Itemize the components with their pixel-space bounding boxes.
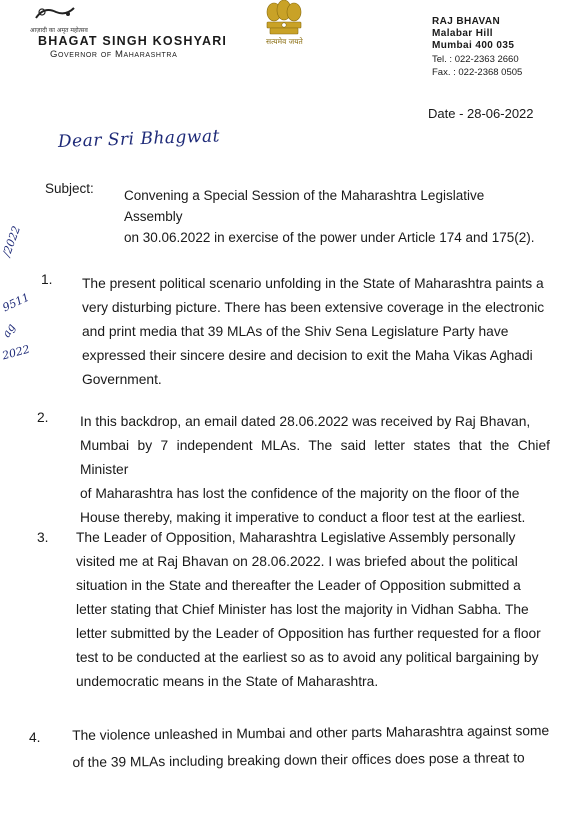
azadi-logo-icon <box>30 4 80 26</box>
address-block <box>432 16 522 79</box>
salutation-handwritten: Dear Sri Bhagwat <box>57 126 221 152</box>
address-line2: Malabar Hill <box>432 28 493 39</box>
margin-note: ag <box>0 321 18 340</box>
paragraph-line: situation in the State and thereafter the Leader of Opposition submitted a <box>76 578 521 593</box>
telephone: Tel. : 022-2363 2660 <box>432 54 519 65</box>
subject-label: Subject: <box>45 181 94 196</box>
paragraph-line: Mumbai by 7 independent MLAs. The said letter states that the Chief Minister <box>80 438 550 477</box>
lion-capital-icon <box>262 0 306 36</box>
subject-line: Convening a Special Session of the Maharashtra Legislative Assembly <box>124 188 485 224</box>
paragraph-line: expressed their sincere desire and decision to exit the Maha Vikas Aghadi <box>82 348 533 363</box>
logo-motto: आज़ादी का अमृत महोत्सव <box>30 27 88 34</box>
paragraph-body <box>80 410 550 530</box>
margin-note: /2022 <box>0 224 24 259</box>
paragraph-line: In this backdrop, an email dated 28.06.2022 was received by Raj Bhavan, <box>80 414 531 429</box>
paragraph-number: 1. <box>41 272 53 287</box>
paragraph-line: and print media that 39 MLAs of the Shiv Sena Legislature Party have <box>82 324 509 339</box>
azadi-logo <box>30 4 80 26</box>
paragraph-number: 2. <box>37 410 49 425</box>
paragraph-line: visited me at Raj Bhavan on 28.06.2022. I was briefed about the political <box>76 554 518 569</box>
paragraph-body <box>76 526 550 694</box>
paragraph-body <box>72 717 567 776</box>
paragraph-line: undemocratic means in the State of Maharashtra. <box>76 674 379 689</box>
margin-note: 2022 <box>0 342 32 363</box>
paragraph-line: very disturbing picture. There has been extensive coverage in the electronic <box>82 300 545 315</box>
paragraph-line: of Maharashtra has lost the confidence of the majority on the floor of the <box>80 486 520 501</box>
address-line3: Mumbai 400 035 <box>432 40 515 51</box>
emblem-motto: सत्यमेव जयते <box>266 37 303 46</box>
paragraph-line: letter submitted by the Leader of Opposition has further requested for a floor <box>76 626 541 641</box>
margin-note: 9511 <box>0 290 32 315</box>
national-emblem <box>262 0 306 36</box>
paragraph-line: The violence unleashed in Mumbai and other parts Maharashtra against some <box>72 723 550 743</box>
paragraph-number: 3. <box>37 530 49 545</box>
paragraph-line: The Leader of Opposition, Maharashtra Legislative Assembly personally <box>76 530 516 545</box>
governor-name: BHAGAT SINGH KOSHYARI <box>38 34 228 48</box>
paragraph-line: House thereby, making it imperative to conduct a floor test at the earliest. <box>80 510 526 525</box>
subject-text <box>124 185 544 248</box>
paragraph-line: test to be conducted at the earliest so as to avoid any political bargaining by <box>76 650 539 665</box>
letter-date: Date - 28-06-2022 <box>428 106 534 121</box>
fax: Fax. : 022-2368 0505 <box>432 66 523 78</box>
paragraph-body <box>82 272 548 392</box>
paragraph-line: letter stating that Chief Minister has lost the majority in Vidhan Sabha. The <box>76 602 529 617</box>
subject-line: on 30.06.2022 in exercise of the power under Article 174 and 175(2). <box>124 230 535 245</box>
paragraph-number: 4. <box>29 730 41 745</box>
paragraph-line: Government. <box>82 372 162 387</box>
address-line1: RAJ BHAVAN <box>432 16 501 27</box>
paragraph-line: of the 39 MLAs including breaking down their offices does pose a threat to <box>72 750 525 770</box>
paragraph-line: The present political scenario unfolding in the State of Maharashtra paints a <box>82 276 544 291</box>
governor-title: Governor of Maharashtra <box>50 49 178 60</box>
